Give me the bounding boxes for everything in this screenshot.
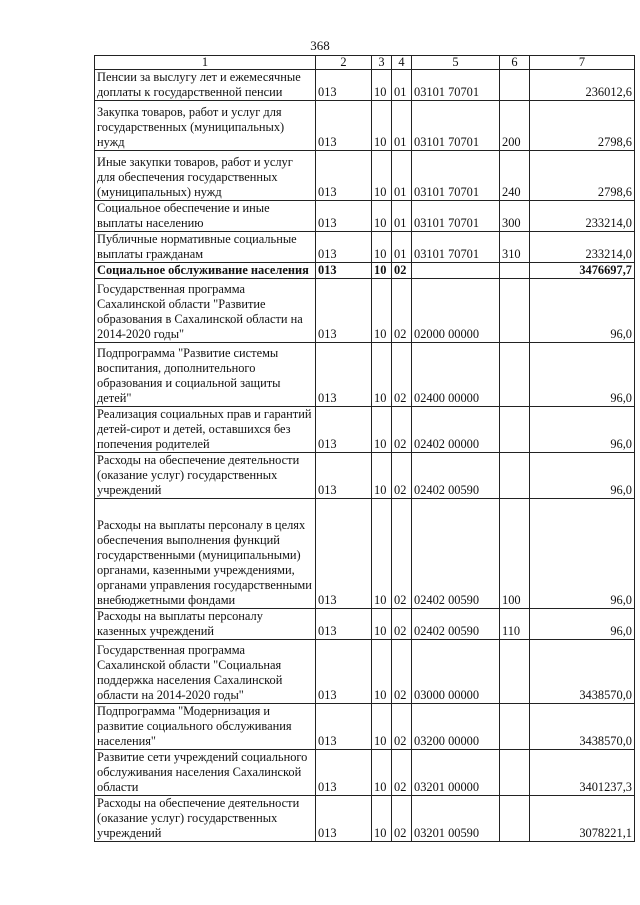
ministry-code: 013 <box>316 70 372 101</box>
ministry-code: 013 <box>316 201 372 232</box>
budget-table-body <box>95 56 635 842</box>
amount-value: 2798,6 <box>530 101 635 151</box>
header-cell: 3 <box>372 56 392 70</box>
amount-value: 3401237,3 <box>530 750 635 796</box>
item-name: Развитие сети учреждений социального обслуживания населения Сахалинской области <box>95 750 316 796</box>
subsection-code: 01 <box>392 201 412 232</box>
expense-type-code <box>500 263 530 279</box>
header-cell: 4 <box>392 56 412 70</box>
section-code: 10 <box>372 101 392 151</box>
table-row <box>95 263 635 279</box>
target-article-code: 02402 00000 <box>412 407 500 453</box>
section-code: 10 <box>372 70 392 101</box>
target-article-code <box>412 263 500 279</box>
amount-value: 96,0 <box>530 609 635 640</box>
section-code: 10 <box>372 640 392 704</box>
table-row <box>95 453 635 499</box>
table-row <box>95 640 635 704</box>
section-code: 10 <box>372 609 392 640</box>
expense-type-code <box>500 640 530 704</box>
ministry-code: 013 <box>316 499 372 609</box>
expense-type-code: 240 <box>500 151 530 201</box>
subsection-code: 02 <box>392 704 412 750</box>
item-name: Социальное обеспечение и иные выплаты населению <box>95 201 316 232</box>
ministry-code: 013 <box>316 101 372 151</box>
section-code: 10 <box>372 704 392 750</box>
table-row <box>95 750 635 796</box>
amount-value: 96,0 <box>530 453 635 499</box>
ministry-code: 013 <box>316 609 372 640</box>
item-name: Расходы на обеспечение деятельности (оказание услуг) государственных учреждений <box>95 453 316 499</box>
target-article-code: 02402 00590 <box>412 609 500 640</box>
expense-type-code <box>500 407 530 453</box>
table-row <box>95 343 635 407</box>
item-name: Реализация социальных прав и гарантий детей-сирот и детей, оставшихся без попечения родителей <box>95 407 316 453</box>
header-cell: 6 <box>500 56 530 70</box>
page-number: 368 <box>310 38 330 53</box>
header-cell: 5 <box>412 56 500 70</box>
header-row <box>95 56 635 70</box>
subsection-code: 02 <box>392 750 412 796</box>
table-row <box>95 101 635 151</box>
subsection-code: 01 <box>392 70 412 101</box>
section-code: 10 <box>372 232 392 263</box>
expense-type-code <box>500 750 530 796</box>
ministry-code: 013 <box>316 453 372 499</box>
amount-value: 236012,6 <box>530 70 635 101</box>
item-name: Закупка товаров, работ и услуг для государственных (муниципальных) нужд <box>95 101 316 151</box>
subsection-code: 01 <box>392 232 412 263</box>
amount-value: 3438570,0 <box>530 704 635 750</box>
item-name: Пенсии за выслугу лет и ежемесячные доплаты к государственной пенсии <box>95 70 316 101</box>
section-code: 10 <box>372 279 392 343</box>
table-row <box>95 407 635 453</box>
table-row <box>95 232 635 263</box>
subsection-code: 02 <box>392 279 412 343</box>
subsection-code: 02 <box>392 640 412 704</box>
section-code: 10 <box>372 263 392 279</box>
target-article-code: 03101 70701 <box>412 101 500 151</box>
header-cell: 7 <box>530 56 635 70</box>
section-code: 10 <box>372 453 392 499</box>
table-row <box>95 499 635 609</box>
section-code: 10 <box>372 151 392 201</box>
amount-value: 96,0 <box>530 343 635 407</box>
amount-value: 96,0 <box>530 279 635 343</box>
target-article-code: 03201 00590 <box>412 796 500 842</box>
section-code: 10 <box>372 750 392 796</box>
expense-type-code <box>500 343 530 407</box>
section-code: 10 <box>372 407 392 453</box>
target-article-code: 03101 70701 <box>412 201 500 232</box>
subsection-code: 01 <box>392 101 412 151</box>
ministry-code: 013 <box>316 232 372 263</box>
ministry-code: 013 <box>316 151 372 201</box>
ministry-code: 013 <box>316 796 372 842</box>
item-name: Публичные нормативные социальные выплаты гражданам <box>95 232 316 263</box>
ministry-code: 013 <box>316 263 372 279</box>
target-article-code: 03101 70701 <box>412 70 500 101</box>
expense-type-code <box>500 70 530 101</box>
table-row <box>95 796 635 842</box>
expense-type-code: 300 <box>500 201 530 232</box>
table-row <box>95 704 635 750</box>
amount-value: 233214,0 <box>530 232 635 263</box>
ministry-code: 013 <box>316 750 372 796</box>
expense-type-code: 310 <box>500 232 530 263</box>
table-row <box>95 151 635 201</box>
amount-value: 3438570,0 <box>530 640 635 704</box>
section-code: 10 <box>372 796 392 842</box>
target-article-code: 03101 70701 <box>412 151 500 201</box>
subsection-code: 02 <box>392 453 412 499</box>
item-name: Расходы на выплаты персоналу в целях обеспечения выполнения функций государственными (муниципальными) органами, казенными учреждениями, органами управления государственными внебюджетными фондами <box>95 499 316 609</box>
target-article-code: 02000 00000 <box>412 279 500 343</box>
item-name: Государственная программа Сахалинской области "Социальная поддержка населения Сахалинской области на 2014-2020 годы" <box>95 640 316 704</box>
expense-type-code: 110 <box>500 609 530 640</box>
item-name: Социальное обслуживание населения <box>95 263 316 279</box>
item-name: Подпрограмма "Развитие системы воспитания, дополнительного образования и социальной защиты детей" <box>95 343 316 407</box>
ministry-code: 013 <box>316 343 372 407</box>
subsection-code: 01 <box>392 151 412 201</box>
item-name: Расходы на обеспечение деятельности (оказание услуг) государственных учреждений <box>95 796 316 842</box>
expense-type-code <box>500 279 530 343</box>
item-name: Расходы на выплаты персоналу казенных учреждений <box>95 609 316 640</box>
table-row <box>95 201 635 232</box>
table-row <box>95 279 635 343</box>
target-article-code: 03201 00000 <box>412 750 500 796</box>
subsection-code: 02 <box>392 499 412 609</box>
target-article-code: 02400 00000 <box>412 343 500 407</box>
section-code: 10 <box>372 201 392 232</box>
amount-value: 96,0 <box>530 499 635 609</box>
amount-value: 2798,6 <box>530 151 635 201</box>
expense-type-code: 200 <box>500 101 530 151</box>
ministry-code: 013 <box>316 640 372 704</box>
subsection-code: 02 <box>392 263 412 279</box>
item-name: Государственная программа Сахалинской области "Развитие образования в Сахалинской области на 2014-2020 годы" <box>95 279 316 343</box>
ministry-code: 013 <box>316 407 372 453</box>
subsection-code: 02 <box>392 609 412 640</box>
amount-value: 3078221,1 <box>530 796 635 842</box>
table-row <box>95 609 635 640</box>
target-article-code: 03200 00000 <box>412 704 500 750</box>
expense-type-code: 100 <box>500 499 530 609</box>
target-article-code: 02402 00590 <box>412 499 500 609</box>
header-cell: 2 <box>316 56 372 70</box>
ministry-code: 013 <box>316 704 372 750</box>
expense-type-code <box>500 704 530 750</box>
target-article-code: 02402 00590 <box>412 453 500 499</box>
expense-type-code <box>500 453 530 499</box>
amount-value: 96,0 <box>530 407 635 453</box>
subsection-code: 02 <box>392 407 412 453</box>
amount-value: 233214,0 <box>530 201 635 232</box>
amount-value: 3476697,7 <box>530 263 635 279</box>
target-article-code: 03000 00000 <box>412 640 500 704</box>
expense-type-code <box>500 796 530 842</box>
budget-table <box>94 55 635 842</box>
header-cell: 1 <box>95 56 316 70</box>
subsection-code: 02 <box>392 796 412 842</box>
subsection-code: 02 <box>392 343 412 407</box>
table-row <box>95 70 635 101</box>
item-name: Подпрограмма "Модернизация и развитие социального обслуживания населения" <box>95 704 316 750</box>
target-article-code: 03101 70701 <box>412 232 500 263</box>
ministry-code: 013 <box>316 279 372 343</box>
section-code: 10 <box>372 343 392 407</box>
item-name: Иные закупки товаров, работ и услуг для обеспечения государственных (муниципальных) нужд <box>95 151 316 201</box>
section-code: 10 <box>372 499 392 609</box>
